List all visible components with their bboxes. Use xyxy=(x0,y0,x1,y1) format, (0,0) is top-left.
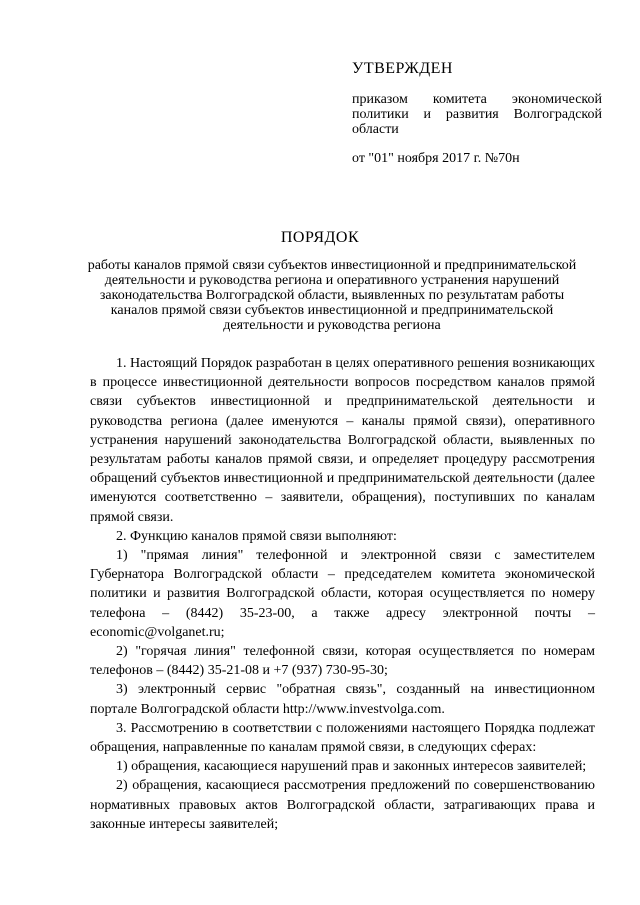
paragraph-3: 3. Рассмотрению в соответствии с положениями настоящего Порядка подлежат обращения, направленные по каналам прямой связи, в следующих сферах: xyxy=(90,720,595,756)
approval-block xyxy=(352,60,602,167)
paragraph-3-item-2: 2) обращения, касающиеся рассмотрения предложений по совершенствованию нормативных правовых актов Волгоградской области, затрагивающих права и законные интересы заявителей; xyxy=(90,778,595,832)
approval-date-line: от "01" ноября 2017 г. №70н xyxy=(352,151,520,166)
paragraph-3-item-1: 1) обращения, касающиеся нарушений прав и законных интересов заявителей; xyxy=(116,759,587,775)
approval-title: УТВЕРЖДЕН xyxy=(352,60,453,77)
paragraph-2-item-3: 3) электронный сервис "обратная связь", созданный на инвестиционном портале Волгоградской области http://www.investvolga.com. xyxy=(90,682,595,717)
paragraph-1: 1. Настоящий Порядок разработан в целях оперативного решения возникающих в процессе инвестиционной деятельности вопросов посредством каналов прямой связи субъектов инвестиционной и предпринимательской деятельности и руководства региона (далее именуются – каналы прямой связи), оперативного устранения нарушений законодательства Волгоградской области, выявленных по результатам работы каналов прямой связи, и определяет процедуру рассмотрения обращений субъектов инвестиционной и предпринимательской деятельности (далее именуются соответственно – заявители, обращения), поступивших по каналам прямой связи. xyxy=(90,356,595,525)
approval-order-text: приказом комитета экономической политики и развития Волгоградской области xyxy=(352,92,602,137)
paragraph-2: 2. Функцию каналов прямой связи выполняют: xyxy=(116,528,397,544)
document-body xyxy=(90,354,595,834)
document-subtitle: работы каналов прямой связи субъектов инвестиционной и предпринимательской деятельности и руководства региона и оперативного устранения нарушений законодательства Волгоградской области, выявленных по результатам работы каналов прямой связи субъектов инвестиционной и предпринимательской деятельности и руководства региона xyxy=(87,258,577,333)
document-title: ПОРЯДОК xyxy=(280,229,360,246)
paragraph-2-item-2: 2) "горячая линия" телефонной связи, которая осуществляется по номерам телефонов – (8442) 35-21-08 и +7 (937) 730-95-30; xyxy=(90,644,595,679)
paragraph-2-item-1: 1) "прямая линия" телефонной и электронной связи с заместителем Губернатора Волгоградской области – председателем комитета экономической политики и развития Волгоградской области, которая осуществляется по номеру телефона – (8442) 35-23-00, а также адресу электронной почты – economic@volganet.ru; xyxy=(90,548,595,640)
